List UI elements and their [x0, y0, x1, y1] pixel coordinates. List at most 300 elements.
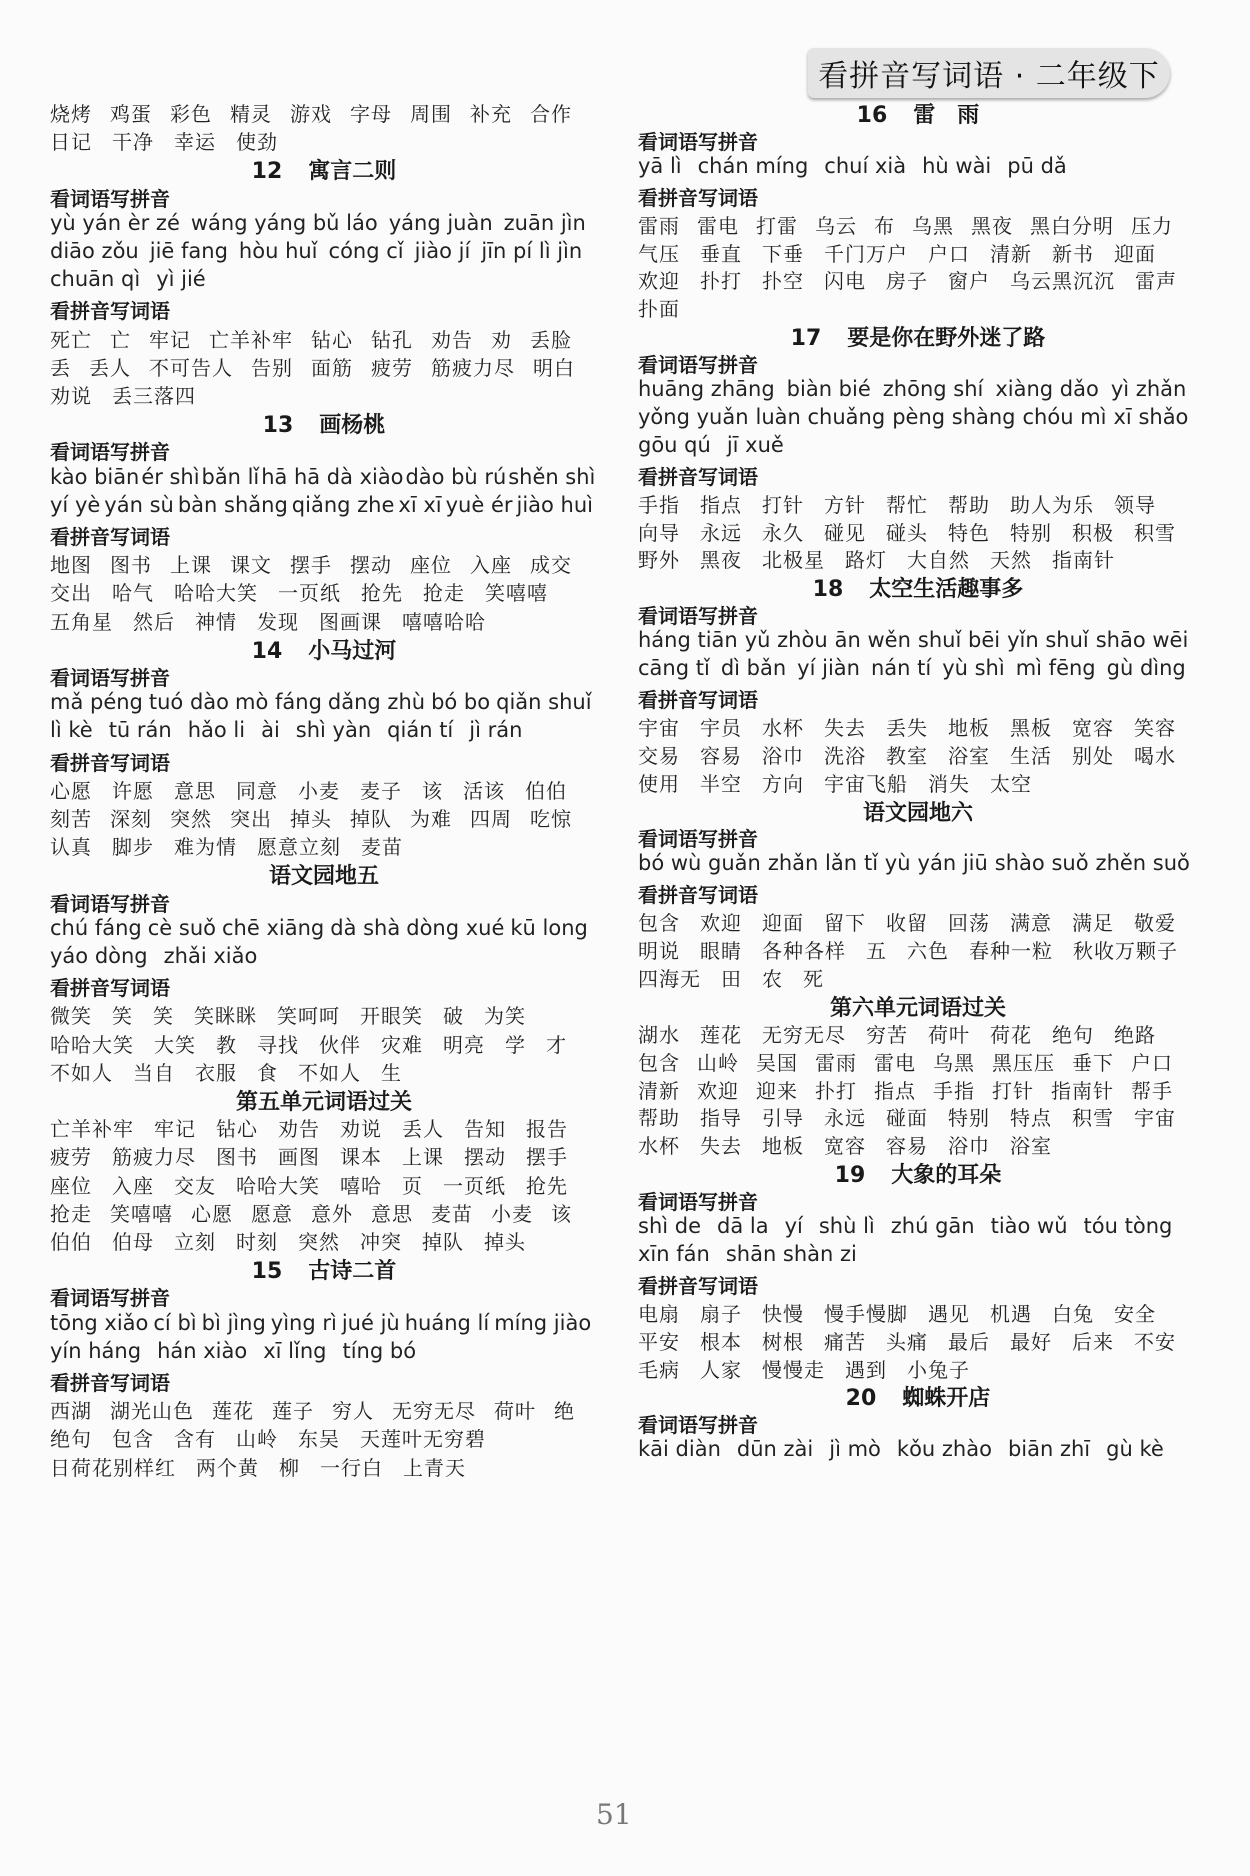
section-title	[638, 321, 1198, 352]
word-item: 彩色	[170, 102, 212, 126]
word-item: 春种一粒	[969, 939, 1053, 963]
word-item: 包含	[638, 911, 680, 936]
pinyin-item: zhōng shí	[882, 377, 984, 401]
word-item: 乌云黑沉沉	[1010, 269, 1115, 294]
word-item: 抢先	[526, 1173, 568, 1198]
word-item: 机遇	[990, 1301, 1032, 1326]
word-item: 上课	[402, 1145, 444, 1170]
word-item: 荷叶	[494, 1399, 536, 1424]
word-item: 然后	[133, 609, 175, 634]
exercise-heading: 看拼音写词语	[50, 750, 170, 775]
word-item: 亡	[110, 327, 131, 352]
word-item: 莲花	[212, 1399, 254, 1424]
word-item: 千门万户	[824, 241, 908, 266]
word-item: 嘻嘻哈哈	[402, 609, 486, 634]
word-item: 垂直	[700, 241, 742, 266]
word-item: 四海无	[638, 966, 701, 991]
word-item: 抢走	[423, 581, 465, 606]
word-item: 活该	[463, 778, 505, 803]
word-item: 笑嘻嘻	[485, 581, 548, 606]
word-item: 天然	[990, 548, 1032, 573]
word-item: 电扇	[638, 1301, 680, 1326]
pinyin-item: kào biān	[50, 464, 140, 489]
word-line	[638, 1354, 990, 1383]
word-item: 满意	[1010, 911, 1052, 936]
exercise-heading: 看词语写拼音	[638, 827, 758, 852]
word-item: 毛病	[638, 1357, 680, 1382]
word-line	[50, 831, 423, 860]
pinyin-item: qiǎng zhe	[291, 492, 395, 517]
word-item: 消失	[928, 771, 970, 796]
pinyin-line	[50, 1339, 432, 1363]
pinyin-item: lì kè	[50, 718, 93, 743]
pinyin-item: dūn zài	[736, 1437, 814, 1462]
word-item: 四周	[470, 807, 512, 831]
word-item: 亡羊补牢	[50, 1117, 134, 1142]
word-item: 敬爱	[1134, 911, 1176, 936]
word-item: 白兔	[1052, 1301, 1094, 1326]
word-item: 指点	[874, 1078, 916, 1103]
pinyin-item: shào suǒ	[994, 851, 1089, 876]
word-item: 雷电	[697, 213, 739, 238]
exercise-heading: 看词语写拼音	[50, 186, 170, 211]
word-item: 帮忙	[886, 492, 928, 517]
word-item: 宇宙飞船	[824, 771, 908, 796]
section-number: 17	[790, 326, 822, 352]
word-item: 容易	[700, 743, 742, 768]
pinyin-item: biān zhī	[1007, 1437, 1091, 1462]
word-item: 牢记	[154, 1117, 196, 1142]
section-title-text: 小马过河	[308, 638, 397, 664]
pinyin-item: zhǎn lǎn	[767, 851, 858, 876]
section-number: 14	[251, 638, 283, 664]
word-item: 洗浴	[824, 743, 866, 768]
word-item: 突出	[230, 807, 272, 831]
pinyin-item: nán tí	[870, 656, 932, 680]
word-item: 心愿	[50, 778, 92, 803]
pinyin-item: dǎng zhù	[327, 690, 426, 715]
word-item: 微笑	[50, 1004, 92, 1029]
section-title-text: 古诗二首	[308, 1259, 397, 1285]
pinyin-item: biàn bié	[786, 377, 871, 401]
pinyin-item: jì mò	[829, 1437, 881, 1462]
word-item: 气压	[638, 241, 680, 266]
word-item: 该	[422, 778, 443, 803]
exercise-heading: 看拼音写词语	[638, 687, 758, 712]
exercise-heading: 看词语写拼音	[50, 666, 170, 690]
word-item: 死	[803, 966, 824, 991]
word-item: 深刻	[110, 807, 152, 831]
pinyin-item: hòu huǐ	[238, 239, 318, 263]
exercise-heading: 看词语写拼音	[638, 1413, 758, 1438]
word-item: 钻孔	[371, 327, 413, 352]
pinyin-item: tíng bó	[342, 1338, 417, 1363]
pinyin-item: tóu tòng	[1083, 1214, 1173, 1238]
pinyin-item: jì rán	[469, 718, 523, 743]
pinyin-item: bàn shǎng	[177, 492, 288, 517]
word-item: 生活	[1010, 743, 1052, 768]
word-item: 上课	[170, 553, 212, 578]
pinyin-item: jiào huì	[516, 492, 594, 517]
pinyin-item: yǒng yuǎn	[638, 404, 749, 429]
pinyin-item: tōng xiǎo	[50, 1310, 149, 1335]
word-item: 明亮	[443, 1032, 485, 1057]
pinyin-item: xī xī	[398, 492, 442, 517]
word-item: 扑面	[638, 297, 680, 322]
word-item: 帮助	[948, 492, 990, 517]
word-item: 掉头	[290, 807, 332, 831]
word-item: 指点	[700, 492, 742, 517]
word-item: 领导	[1114, 492, 1156, 517]
word-line	[50, 577, 568, 606]
word-item: 学	[505, 1032, 526, 1057]
section-title-text: 要是你在野外迷了路	[847, 326, 1046, 352]
pinyin-item: kāi diàn	[638, 1437, 721, 1462]
word-item: 湖光山色	[110, 1399, 194, 1424]
word-item: 西湖	[50, 1399, 92, 1424]
pinyin-item: qián tí	[387, 718, 454, 743]
section-number: 15	[251, 1259, 283, 1285]
word-item: 鸡蛋	[110, 102, 152, 126]
pinyin-item: pū dǎ	[1007, 153, 1067, 178]
word-item: 欢迎	[700, 911, 742, 936]
word-item: 干净	[112, 130, 154, 155]
word-item: 麦苗	[431, 1201, 473, 1226]
pinyin-item: mǎ péng	[50, 690, 143, 715]
word-item: 笑呵呵	[277, 1004, 340, 1029]
pinyin-item: yáo dòng	[50, 944, 148, 968]
word-item: 丢脸	[530, 327, 572, 352]
section-title-text: 语文园地五	[268, 864, 379, 890]
word-item: 浴巾	[762, 743, 804, 768]
pinyin-item: jiào jí	[414, 239, 471, 263]
word-item: 地板	[948, 715, 990, 740]
word-item: 扑打	[815, 1078, 857, 1103]
word-item: 特别	[1010, 520, 1052, 545]
word-item: 立刻	[174, 1230, 216, 1254]
word-item: 日记	[50, 130, 92, 155]
section-number: 12	[251, 159, 283, 185]
section-title	[50, 408, 598, 439]
word-item: 日荷花别样红	[50, 1455, 176, 1480]
word-item: 人家	[700, 1357, 742, 1382]
word-item: 窗户	[948, 269, 990, 294]
word-item: 清新	[990, 241, 1032, 266]
word-item: 吃惊	[530, 807, 572, 831]
word-item: 衣服	[195, 1060, 237, 1085]
word-item: 不如人	[50, 1060, 113, 1085]
word-line	[638, 489, 1176, 518]
section-number: 13	[262, 413, 294, 439]
word-item: 树根	[762, 1329, 804, 1354]
word-item: 别处	[1072, 743, 1114, 768]
word-item: 特色	[948, 520, 990, 545]
word-item: 伯伯	[525, 778, 567, 803]
word-item: 麦子	[360, 778, 402, 803]
word-item: 伯母	[112, 1230, 154, 1254]
word-item: 莲子	[272, 1399, 314, 1424]
word-item: 迎面	[1114, 241, 1156, 266]
pinyin-line	[638, 405, 1195, 429]
word-item: 五	[866, 939, 887, 963]
word-item: 疲劳	[50, 1145, 92, 1170]
word-item: 下垂	[762, 241, 804, 266]
word-item: 笑	[112, 1004, 133, 1029]
word-item: 地图	[50, 553, 92, 578]
pinyin-item: zhǎi xiǎo	[163, 944, 258, 968]
word-item: 丢三落四	[112, 384, 196, 408]
pinyin-item: yí yè	[50, 492, 101, 517]
pinyin-item: chē xiāng	[222, 915, 325, 940]
pinyin-item: míng jiào	[494, 1310, 592, 1335]
word-item: 教	[216, 1032, 237, 1057]
word-item: 心愿	[191, 1201, 233, 1226]
word-item: 失去	[700, 1134, 742, 1159]
word-item: 六色	[907, 939, 949, 963]
pinyin-line	[50, 718, 538, 742]
word-line	[638, 1047, 1190, 1076]
exercise-heading: 看拼音写词语	[638, 1273, 758, 1298]
word-item: 课文	[230, 553, 272, 578]
word-item: 天莲叶无穷碧	[360, 1427, 486, 1452]
pinyin-item: zhú gān	[890, 1214, 975, 1238]
word-item: 宇宙	[638, 715, 680, 740]
word-line	[50, 324, 590, 353]
word-item: 迎面	[762, 911, 804, 936]
word-item: 不如人	[298, 1060, 361, 1085]
word-item: 包含	[112, 1427, 154, 1452]
word-item: 丢人	[402, 1117, 444, 1142]
pinyin-line	[638, 628, 1195, 652]
exercise-heading: 看词语写拼音	[50, 891, 170, 916]
word-item: 野外	[638, 548, 680, 573]
word-item: 山岭	[236, 1427, 278, 1452]
pinyin-item: chú fáng	[50, 915, 142, 940]
pinyin-item: yì zhǎn	[1110, 377, 1187, 401]
word-item: 灾难	[381, 1032, 423, 1057]
word-item: 笑	[153, 1004, 174, 1029]
pinyin-item: huáng lí	[404, 1310, 490, 1335]
word-item: 黑压压	[992, 1050, 1055, 1075]
exercise-heading: 看拼音写词语	[638, 185, 758, 210]
word-item: 抢先	[361, 581, 403, 606]
word-line	[638, 712, 1196, 741]
word-item: 大笑	[154, 1032, 196, 1057]
word-item: 摆手	[290, 553, 332, 578]
word-item: 入座	[470, 553, 512, 578]
pinyin-item: gù kè	[1106, 1437, 1164, 1462]
pinyin-item: chóu mì	[1022, 404, 1107, 429]
pinyin-item: chán míng	[697, 153, 809, 178]
pinyin-item: yù shì	[942, 656, 1005, 680]
word-item: 神情	[195, 609, 237, 634]
word-item: 痛苦	[824, 1329, 866, 1354]
pinyin-item: tuó dào	[148, 690, 230, 715]
section-title	[50, 1254, 598, 1285]
pinyin-line	[50, 916, 594, 940]
word-item: 安全	[1114, 1301, 1156, 1326]
word-item: 笑容	[1134, 715, 1176, 740]
pinyin-line	[50, 211, 597, 235]
word-line	[638, 1130, 1072, 1159]
pinyin-item: tiào wǔ	[990, 1214, 1068, 1238]
section-title	[50, 634, 598, 665]
section-title	[50, 154, 598, 185]
word-item: 手指	[638, 492, 680, 517]
pinyin-item: yí jiàn	[797, 656, 860, 680]
word-item: 闪电	[824, 269, 866, 294]
word-item: 周围	[410, 102, 452, 126]
word-item: 引导	[762, 1106, 804, 1131]
word-item: 浴室	[948, 743, 990, 768]
word-item: 牢记	[149, 327, 191, 352]
word-item: 向导	[638, 520, 680, 545]
pinyin-item: bì jìng	[201, 1310, 266, 1335]
word-item: 太空	[990, 771, 1032, 796]
word-line	[638, 1326, 1196, 1355]
word-item: 告知	[464, 1117, 506, 1142]
word-item: 方针	[824, 492, 866, 517]
word-item: 回荡	[948, 911, 990, 936]
pinyin-item: cí bì	[153, 1310, 197, 1335]
pinyin-item: kǒu zhào	[896, 1437, 992, 1462]
word-line	[50, 1395, 593, 1424]
pinyin-line	[50, 239, 593, 263]
word-item: 交友	[174, 1173, 216, 1198]
word-item: 嘻哈	[340, 1173, 382, 1198]
word-item: 指南针	[1051, 1078, 1114, 1103]
word-line	[638, 265, 1197, 294]
pinyin-item: yín háng	[50, 1338, 142, 1363]
pinyin-item: dòng xué	[406, 915, 505, 940]
word-item: 脚步	[112, 835, 154, 860]
word-item: 愿意	[251, 1201, 293, 1226]
word-item: 柳	[279, 1455, 300, 1480]
word-item: 画图	[278, 1145, 320, 1170]
word-line	[638, 210, 1190, 239]
word-line	[638, 293, 700, 322]
word-item: 哈哈大笑	[174, 581, 258, 606]
word-item: 扇子	[700, 1301, 742, 1326]
word-item: 掉队	[350, 807, 392, 831]
pinyin-item: xīn fán	[638, 1241, 710, 1266]
page-number: 51	[596, 1798, 632, 1831]
word-item: 摆手	[526, 1145, 568, 1170]
pinyin-item: hǎo li	[187, 718, 246, 743]
word-item: 欢迎	[697, 1078, 739, 1103]
word-item: 为难	[410, 807, 452, 831]
word-item: 帮助	[638, 1106, 680, 1131]
word-item: 摆动	[350, 553, 392, 578]
word-item: 永远	[824, 1106, 866, 1131]
word-item: 户口	[928, 241, 970, 266]
word-item: 农	[762, 966, 783, 991]
word-item: 荷花	[990, 1022, 1032, 1047]
pinyin-line	[638, 1242, 873, 1266]
word-item: 浴室	[1010, 1134, 1052, 1159]
word-item: 意思	[174, 778, 216, 803]
word-line	[638, 935, 1198, 964]
word-item: 发现	[257, 609, 299, 634]
word-line	[50, 352, 593, 381]
word-item: 雷声	[1135, 269, 1177, 294]
pinyin-item: luàn chuǎng	[755, 404, 886, 429]
pinyin-line	[50, 1311, 596, 1335]
word-item: 荷叶	[928, 1022, 970, 1047]
word-item: 生	[381, 1060, 402, 1085]
pinyin-line	[50, 944, 273, 968]
word-line	[50, 549, 590, 578]
word-item: 黑夜	[700, 548, 742, 573]
word-item: 字母	[350, 102, 392, 126]
word-item: 笑眯眯	[194, 1004, 257, 1029]
pinyin-line	[50, 465, 597, 489]
pinyin-item: bó wù guǎn	[638, 851, 761, 876]
word-item: 疲劳	[371, 355, 413, 380]
word-line	[638, 1019, 1176, 1048]
pinyin-item: bó bo	[431, 690, 491, 715]
word-item: 打针	[992, 1078, 1034, 1103]
word-line	[50, 1029, 587, 1058]
section-title-text: 寓言二则	[308, 159, 397, 185]
word-item: 劝告	[431, 327, 473, 352]
word-item: 方向	[762, 771, 804, 796]
word-item: 碰面	[886, 1106, 928, 1131]
word-item: 北极星	[762, 548, 825, 573]
exercise-heading: 看词语写拼音	[638, 353, 758, 378]
word-item: 面筋	[311, 355, 353, 380]
word-item: 明说	[638, 939, 680, 963]
pinyin-item: dì bǎn	[720, 656, 787, 680]
word-item: 黑夜	[971, 213, 1013, 238]
word-item: 眼睛	[700, 939, 742, 963]
word-item: 伙伴	[319, 1032, 361, 1057]
section-title-text: 第六单元词语过关	[829, 995, 1006, 1021]
section-title	[50, 859, 598, 890]
word-line	[50, 803, 590, 832]
word-item: 该	[551, 1201, 572, 1226]
word-item: 积极	[1072, 520, 1114, 545]
word-item: 快慢	[762, 1301, 804, 1326]
word-item: 冲突	[360, 1230, 402, 1254]
pinyin-item: cāng tǐ	[638, 656, 710, 680]
pinyin-item: chuí xià	[824, 153, 907, 178]
pinyin-item: shāo wēi	[1095, 628, 1189, 653]
pinyin-item: tǐ yù	[864, 851, 911, 876]
pinyin-item: dà shà	[330, 915, 401, 940]
pinyin-item: yìng rì	[270, 1310, 337, 1335]
word-item: 水杯	[762, 715, 804, 740]
section-title-text: 太空生活趣事多	[869, 577, 1024, 603]
word-item: 座位	[410, 553, 452, 578]
word-item: 永久	[762, 520, 804, 545]
word-item: 一页纸	[443, 1173, 506, 1198]
pinyin-item: zhěn suǒ	[1095, 851, 1190, 876]
word-item: 许愿	[112, 778, 154, 803]
pinyin-item: shù lì	[818, 1214, 875, 1238]
word-item: 平安	[638, 1329, 680, 1354]
word-item: 钻心	[311, 327, 353, 352]
word-item: 压力	[1131, 213, 1173, 238]
pinyin-item: zuān jìn	[503, 210, 586, 235]
word-item: 入座	[112, 1173, 154, 1198]
word-item: 扑打	[700, 269, 742, 294]
exercise-heading: 看词语写拼音	[638, 604, 758, 629]
word-item: 田	[721, 966, 742, 991]
pinyin-item: xī shǎo	[1113, 404, 1189, 429]
word-line	[638, 1298, 1176, 1327]
word-item: 意外	[311, 1201, 353, 1226]
